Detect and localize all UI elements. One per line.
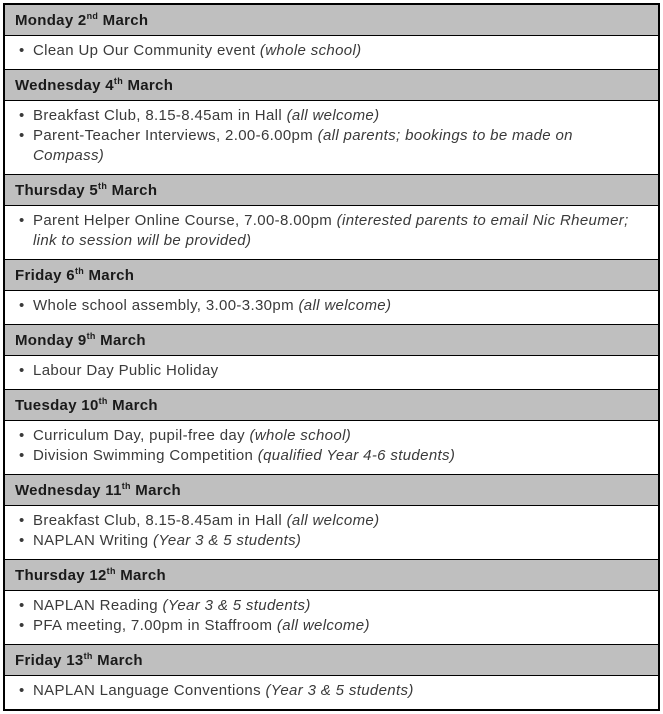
event-text: Parent-Teacher Interviews, 2.00-6.00pm (33, 127, 314, 144)
event-text: PFA meeting, 7.00pm in Staffroom (33, 617, 273, 634)
event-note: (Year 3 & 5 students) (260, 682, 414, 699)
event-text: Division Swimming Competition (33, 447, 254, 464)
event-text: Breakfast Club, 8.15-8.45am in Hall (33, 512, 283, 529)
event-text: Breakfast Club, 8.15-8.45am in Hall (33, 107, 283, 124)
event-list (15, 41, 648, 61)
event-item (15, 426, 633, 446)
event-text: Labour Day Public Holiday (33, 362, 219, 379)
day-header-label: Monday 9th March (15, 331, 146, 349)
day-header-label: Friday 6th March (15, 266, 135, 284)
event-list (15, 596, 648, 636)
ordinal-suffix: th (86, 331, 96, 341)
event-text: NAPLAN Language Conventions (33, 682, 261, 699)
ordinal-suffix: th (113, 76, 124, 86)
ordinal-suffix: nd (86, 11, 99, 21)
event-text: Curriculum Day, pupil-free day (33, 427, 245, 444)
event-note: (all parents; bookings to be made on Compass) (33, 127, 573, 164)
event-item (15, 126, 633, 166)
day-header (5, 325, 658, 356)
day-events (5, 101, 658, 175)
event-item (15, 596, 633, 616)
ordinal-suffix: th (121, 481, 131, 491)
day-header (5, 175, 658, 206)
event-list (15, 296, 648, 316)
event-note: (all welcome) (272, 617, 370, 634)
day-header-label: Friday 13th March (15, 651, 143, 669)
day-header (5, 645, 658, 676)
day-events (5, 591, 658, 645)
day-events (5, 36, 658, 70)
day-events (5, 676, 658, 709)
event-note: (Year 3 & 5 students) (157, 597, 311, 614)
day-events (5, 506, 658, 560)
event-item (15, 361, 633, 381)
event-note: (all welcome) (282, 107, 380, 124)
event-item (15, 41, 633, 61)
event-note: (interested parents to email Nic Rheumer; link to session will be provided) (33, 212, 629, 249)
event-note: (whole school) (255, 42, 362, 59)
day-header (5, 390, 658, 421)
day-events (5, 291, 658, 325)
day-events (5, 356, 658, 390)
event-text: NAPLAN Reading (33, 597, 158, 614)
event-item (15, 446, 633, 466)
ordinal-suffix: th (98, 396, 108, 406)
day-header-label: Thursday 5th March (15, 181, 158, 199)
event-list (15, 211, 648, 251)
event-list (15, 511, 648, 551)
event-text: Whole school assembly, 3.00-3.30pm (33, 297, 294, 314)
event-text: Clean Up Our Community event (33, 42, 256, 59)
events-table (3, 3, 660, 711)
event-item (15, 681, 633, 701)
day-events (5, 421, 658, 475)
event-item (15, 106, 633, 126)
day-header (5, 475, 658, 506)
ordinal-suffix: th (98, 181, 108, 191)
event-item (15, 296, 633, 316)
day-header (5, 5, 658, 36)
day-header-label: Monday 2nd March (15, 11, 149, 29)
event-note: (all welcome) (282, 512, 380, 529)
event-list (15, 106, 648, 166)
event-note: (qualified Year 4-6 students) (253, 447, 456, 464)
ordinal-suffix: th (83, 651, 93, 661)
day-header-label: Tuesday 10th March (15, 396, 158, 414)
day-events (5, 206, 658, 260)
event-note: (Year 3 & 5 students) (148, 532, 302, 549)
event-item (15, 211, 633, 251)
event-item (15, 531, 633, 551)
day-header-label: Wednesday 4th March (15, 76, 174, 94)
event-list (15, 361, 648, 381)
day-header-label: Thursday 12th March (15, 566, 166, 584)
ordinal-suffix: th (74, 266, 85, 276)
event-item (15, 511, 633, 531)
day-header (5, 70, 658, 101)
event-item (15, 616, 633, 636)
event-text: NAPLAN Writing (33, 532, 149, 549)
event-list (15, 426, 648, 466)
event-note: (all welcome) (293, 297, 392, 314)
day-header (5, 560, 658, 591)
event-list (15, 681, 648, 701)
day-header-label: Wednesday 11th March (15, 481, 181, 499)
event-text: Parent Helper Online Course, 7.00-8.00pm (33, 212, 333, 229)
day-header (5, 260, 658, 291)
ordinal-suffix: th (106, 566, 116, 576)
event-note: (whole school) (244, 427, 352, 444)
